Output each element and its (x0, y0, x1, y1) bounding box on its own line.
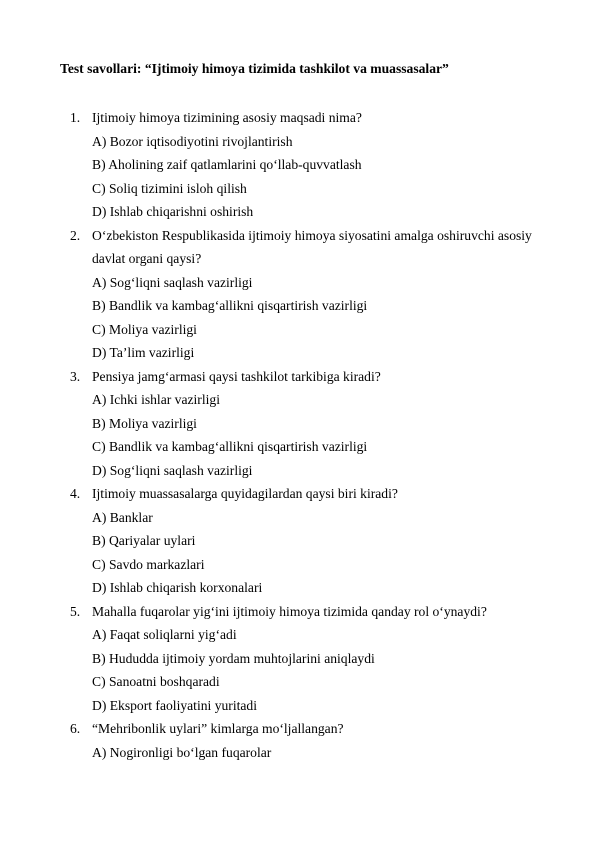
answer-option: A) Nogironligi bo‘lgan fuqarolar (92, 744, 272, 760)
question-number: 1. (70, 110, 81, 125)
answer-option: A) Faqat soliqlarni yig‘adi (92, 627, 237, 642)
question-line (70, 106, 560, 130)
question-text: Ijtimoiy muassasalarga quyidagilardan qaysi biri kiradi? (92, 486, 398, 501)
answer-option: B) Bandlik va kambag‘allikni qisqartirish vazirligi (92, 298, 368, 313)
answer-option: D) Sog‘liqni saqlash vazirligi (92, 462, 253, 478)
answer-option: A) Banklar (92, 509, 153, 525)
question-line (70, 717, 560, 741)
question-item (70, 365, 560, 483)
answer-option: B) Moliya vazirligi (92, 415, 197, 431)
question-line (70, 365, 560, 389)
question-text-continued: davlat organi qaysi? (92, 251, 202, 266)
question-number: 6. (70, 721, 81, 736)
question-item (70, 717, 560, 764)
question-text: Ijtimoiy himoya tizimining asosiy maqsadi nima? (92, 110, 362, 125)
answer-option: B) Aholining zaif qatlamlarini qo‘llab-quvvatlash (92, 157, 362, 172)
answer-option: C) Moliya vazirligi (92, 321, 197, 337)
question-text: Pensiya jamg‘armasi qaysi tashkilot tarkibiga kiradi? (92, 368, 381, 384)
question-number: 5. (70, 603, 81, 619)
question-number: 3. (70, 368, 81, 384)
question-line (70, 224, 560, 248)
page-title: Test savollari: “Ijtimoiy himoya tizimida tashkilot va muassasalar” (60, 61, 449, 76)
answer-option: D) Eksport faoliyatini yuritadi (92, 697, 257, 713)
question-item (70, 224, 560, 365)
answer-option: A) Sog‘liqni saqlash vazirligi (92, 274, 253, 290)
question-list (70, 106, 560, 764)
answer-option: A) Bozor iqtisodiyotini rivojlantirish (92, 133, 293, 149)
question-text: Mahalla fuqarolar yig‘ini ijtimoiy himoya tizimida qanday rol o‘ynaydi? (92, 603, 487, 619)
answer-option: D) Ishlab chiqarish korxonalari (92, 580, 263, 595)
answer-option: C) Savdo markazlari (92, 556, 205, 572)
answer-option: A) Ichki ishlar vazirligi (92, 392, 220, 407)
answer-option: C) Bandlik va kambag‘allikni qisqartirish vazirligi (92, 439, 368, 454)
answer-option: D) Ishlab chiqarishni oshirish (92, 204, 254, 219)
question-line (70, 482, 560, 506)
answer-option: B) Qariyalar uylari (92, 533, 196, 548)
answer-option: D) Ta’lim vazirligi (92, 345, 195, 360)
answer-option: B) Hududda ijtimoiy yordam muhtojlarini aniqlaydi (92, 650, 375, 666)
question-number: 2. (70, 227, 81, 243)
question-text: “Mehribonlik uylari” kimlarga mo‘ljallangan? (92, 721, 344, 736)
question-text: O‘zbekiston Respublikasida ijtimoiy himoya siyosatini amalga oshiruvchi asosiy (92, 227, 532, 243)
question-item (70, 600, 560, 718)
question-line (70, 600, 560, 624)
answer-option: C) Sanoatni boshqaradi (92, 674, 220, 689)
answer-option: C) Soliq tizimini isloh qilish (92, 180, 247, 196)
question-number: 4. (70, 486, 81, 501)
question-item (70, 106, 560, 224)
question-item (70, 482, 560, 600)
